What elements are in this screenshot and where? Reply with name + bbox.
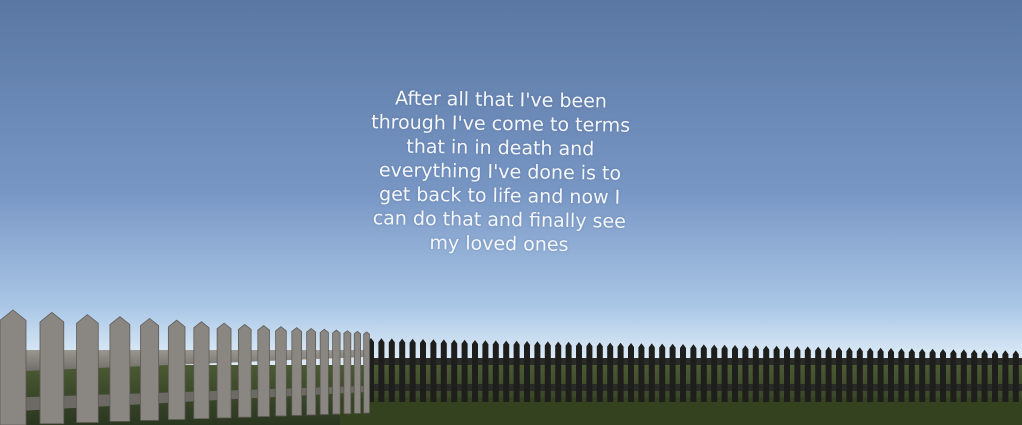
fence-picket: [992, 350, 998, 402]
narration-line: my loved ones: [429, 232, 569, 256]
fence-picket: [472, 340, 478, 402]
fence-picket: [878, 348, 884, 402]
fence-picket: [40, 312, 64, 423]
fence-picket: [586, 342, 592, 402]
fence-picket: [774, 346, 780, 402]
fence-picket: [753, 345, 759, 402]
fence-picket: [763, 346, 769, 402]
fence-picket: [805, 346, 811, 402]
fence-picket: [815, 347, 821, 402]
fence-picket: [420, 339, 426, 402]
fence-picket: [389, 338, 395, 402]
fence-picket: [354, 331, 360, 413]
fence-picket: [276, 327, 287, 416]
fence-picket: [961, 349, 967, 402]
fence-picket: [333, 330, 341, 414]
fence-picket: [168, 320, 185, 419]
fence-picket: [846, 347, 852, 402]
fence-picket: [857, 347, 863, 402]
narration-text: [329, 86, 671, 259]
fence-picket: [919, 349, 925, 402]
narration-line: everything I've done is to: [378, 159, 622, 185]
narration-line: get back to life and now I: [378, 183, 621, 209]
fence-picket: [950, 349, 956, 402]
fence-picket: [732, 345, 738, 402]
fence-picket: [576, 342, 582, 402]
fence-picket: [690, 344, 696, 402]
fence-picket: [441, 339, 447, 402]
fence-picket: [399, 339, 405, 402]
fence-picket: [194, 322, 209, 419]
fence-picket: [867, 348, 873, 402]
fence-picket: [410, 339, 416, 402]
fence-picket: [493, 340, 499, 402]
fence-picket: [524, 341, 530, 402]
fence-picket: [982, 350, 988, 402]
fence-picket: [638, 343, 644, 402]
fence-picket: [140, 318, 158, 420]
fence-picket: [597, 342, 603, 402]
fence-picket: [971, 350, 977, 402]
fence-picket: [607, 343, 613, 402]
fence-picket: [307, 328, 316, 414]
fence-picket: [659, 344, 665, 402]
fence-picket: [320, 329, 328, 414]
fence-picket: [826, 347, 832, 402]
fence-picket: [0, 310, 26, 425]
fence-picket: [217, 323, 231, 418]
fence-picket: [462, 340, 468, 402]
fence-picket: [364, 332, 370, 413]
fence-picket: [670, 344, 676, 402]
fence-picket: [930, 349, 936, 402]
fence-picket: [794, 346, 800, 402]
fence-picket: [545, 341, 551, 402]
fence-picket: [701, 344, 707, 402]
fence-picket: [77, 315, 99, 423]
fence-picket: [238, 324, 251, 417]
fence-picket: [555, 342, 561, 402]
fence-picket: [514, 341, 520, 402]
fence-picket: [898, 348, 904, 402]
fence-picket: [451, 340, 457, 402]
narration-line: can do that and finally see: [372, 207, 627, 233]
fence-picket: [534, 341, 540, 402]
fence-picket: [940, 349, 946, 402]
fence-picket: [344, 331, 351, 414]
narration-line: through I've come to terms: [371, 111, 631, 137]
fence-picket: [1002, 350, 1008, 402]
fence-picket: [909, 348, 915, 402]
fence-picket: [649, 343, 655, 402]
ground-strip: [340, 398, 1022, 425]
fence-picket: [742, 345, 748, 402]
fence-picket: [722, 345, 728, 402]
fence-picket: [378, 338, 384, 402]
fence-picket: [110, 317, 130, 422]
fence-picket: [430, 339, 436, 402]
fence-picket: [1013, 350, 1019, 402]
fence-picket: [566, 342, 572, 402]
narration-line: After all that I've been: [394, 87, 608, 113]
fence-picket: [888, 348, 894, 402]
fence-picket: [680, 344, 686, 402]
fence-picket: [618, 343, 624, 402]
fence-picket: [258, 326, 270, 417]
fence-picket: [292, 328, 302, 416]
fence-picket: [784, 346, 790, 402]
fence-picket: [836, 347, 842, 402]
fence-picket: [482, 340, 488, 402]
fence-picket: [628, 343, 634, 402]
fence-picket: [711, 345, 717, 402]
narration-line: that in in death and: [406, 135, 595, 161]
fence-picket: [503, 341, 509, 402]
